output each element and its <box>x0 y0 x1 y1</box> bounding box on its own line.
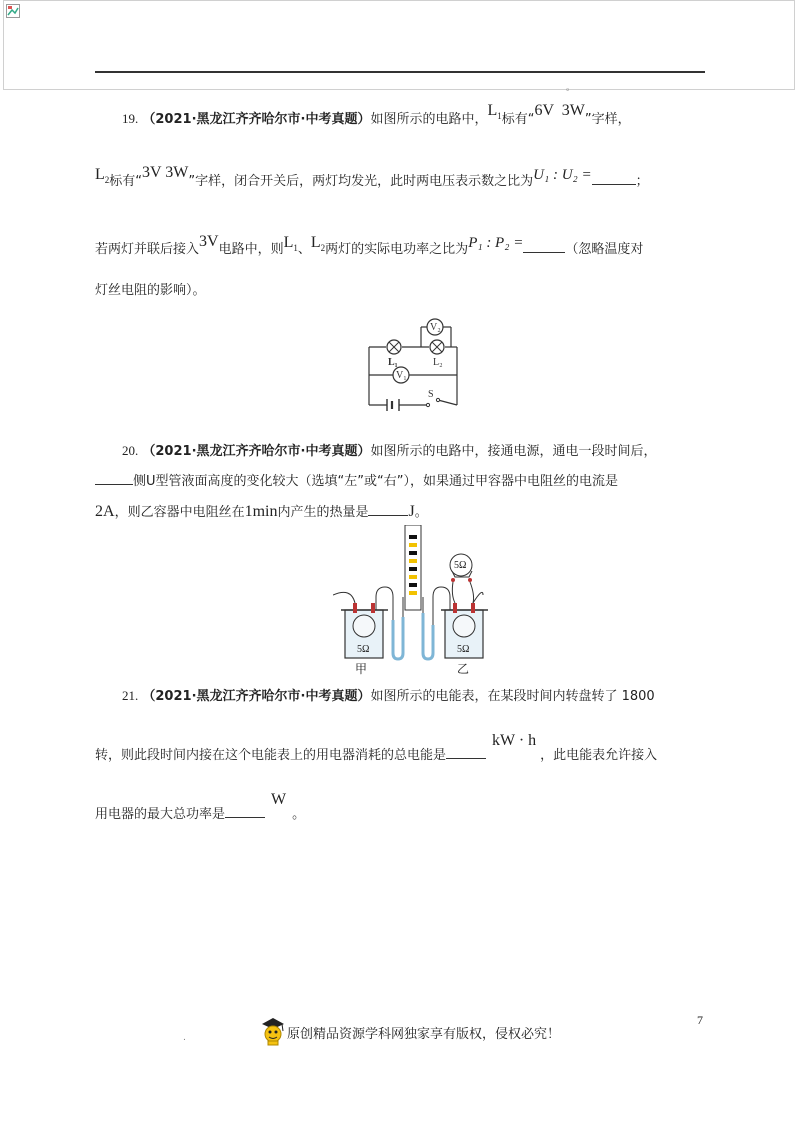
q20-blank-2[interactable] <box>368 503 408 516</box>
q19-text: ； <box>635 174 649 189</box>
q19-blank-2[interactable] <box>523 240 565 253</box>
right-container-label: 乙 <box>457 662 470 676</box>
q20-text: 。 <box>414 505 428 520</box>
q19-ratio-u: U₁ : U₂ = <box>533 167 592 183</box>
q20-text: 内产生的热量是 <box>277 505 369 520</box>
q19-l2-symbol-2: $L_2$ <box>310 234 326 254</box>
q21-unit-kwh: kW · h <box>492 732 537 749</box>
q19-text: 两灯的实际电功率之比为 <box>325 242 469 257</box>
q21-number: 21. <box>122 688 139 703</box>
q19-spec1: 6V 3W <box>534 102 585 119</box>
q20-text: 如图所示的电路中，接通电源，通电一段时间后， <box>370 444 657 459</box>
q19-line-2 <box>95 164 649 194</box>
q21-line-1 <box>122 688 655 705</box>
q19-blank-1[interactable] <box>592 172 636 185</box>
v2-label: V₂ <box>430 322 441 333</box>
q21-text: ，此电能表允许接入 <box>540 748 658 763</box>
q19-ratio-p: P₁ : P₂ = <box>468 235 524 251</box>
q21-blank-2[interactable] <box>225 805 265 818</box>
q19-voltage: 3V <box>199 233 219 250</box>
q21-text: 。 <box>292 807 306 822</box>
q20-unit: J <box>408 503 415 520</box>
q20-line-3 <box>95 503 428 521</box>
left-container-label: 甲 <box>355 662 368 676</box>
switch-icon <box>426 403 429 406</box>
q19-text: ”字样， <box>584 112 631 127</box>
q20-blank-1[interactable] <box>95 472 133 485</box>
q19-l2-symbol: $L_2$ <box>95 166 110 186</box>
lamp-l1-icon <box>387 340 401 354</box>
page-number: 7 <box>697 1013 703 1027</box>
q21-text: 转，则此段时间内接在这个电能表上的用电器消耗的总电能是 <box>95 748 447 763</box>
q19-text: 如图所示的电路中， <box>370 112 488 127</box>
header-rule <box>95 71 705 73</box>
q20-text: 侧U型管液面高度的变化较大（选填“左”或“右”），如果通过甲容器中电阻丝的电流是 <box>133 474 618 489</box>
q19-circuit-diagram <box>355 313 465 413</box>
q19-text: 标有“ <box>501 112 535 127</box>
q19-text: 标有“ <box>109 174 143 189</box>
q20-line-1 <box>122 443 656 460</box>
q20-time: 1min <box>244 503 278 520</box>
q19-text: 、 <box>297 242 311 257</box>
q19-line-1 <box>122 102 631 132</box>
q19-text: 若两灯并联后接入 <box>95 242 200 257</box>
q19-number: 19. <box>122 111 139 126</box>
q21-source: （2021·黑龙江齐齐哈尔市·中考真题） <box>142 689 371 704</box>
q21-line-2 <box>95 732 658 764</box>
height-scale-icon <box>405 525 421 610</box>
header-box <box>3 0 795 90</box>
q19-line-4: 灯丝电阻的影响）。 <box>95 283 206 298</box>
footer-dot: . <box>183 1033 186 1043</box>
q21-blank-1[interactable] <box>446 746 486 759</box>
q19-line-3 <box>95 233 644 262</box>
mascot-logo-icon <box>260 1016 286 1046</box>
q20-line-2 <box>95 472 618 490</box>
q20-current: 2A <box>95 503 115 520</box>
switch-label: S <box>428 389 434 400</box>
lamp-l2-icon <box>430 340 444 354</box>
r-top-label: 5Ω <box>454 560 467 571</box>
broken-image-icon <box>6 4 20 18</box>
q19-spec2: 3V 3W <box>142 164 189 181</box>
q20-number: 20. <box>122 443 139 458</box>
q21-unit-w: W <box>271 791 287 808</box>
q21-line-3 <box>95 791 306 823</box>
l2-label: L₂ <box>433 357 443 368</box>
q19-text: （忽略温度对 <box>565 242 644 257</box>
q20-text: ，则乙容器中电阻丝在 <box>114 505 245 520</box>
q20-source: （2021·黑龙江齐齐哈尔市·中考真题） <box>142 444 371 459</box>
l1-label: L₁ <box>388 357 398 368</box>
q20-joule-heating-apparatus <box>333 525 493 680</box>
q19-text: 电路中，则 <box>218 242 284 257</box>
q21-text: 用电器的最大总功率是 <box>95 807 226 822</box>
r-right-label: 5Ω <box>457 644 470 655</box>
q21-text: 如图所示的电能表，在某段时间内转盘转了 1800 <box>370 689 655 704</box>
footer-copyright: 原创精品资源学科网独家享有版权，侵权必究！ <box>287 1027 561 1042</box>
q19-source: （2021·黑龙江齐齐哈尔市·中考真题） <box>142 112 371 127</box>
q19-text: ”字样，闭合开关后，两灯均发光，此时两电压表示数之比为 <box>188 174 534 189</box>
r-left-label: 5Ω <box>357 644 370 655</box>
v1-label: V₁ <box>396 370 407 381</box>
header-dot: 。 <box>566 83 576 93</box>
q19-l1-symbol: $L_1$ <box>487 102 502 122</box>
q19-l1-symbol-2: $L_1$ <box>283 234 298 254</box>
